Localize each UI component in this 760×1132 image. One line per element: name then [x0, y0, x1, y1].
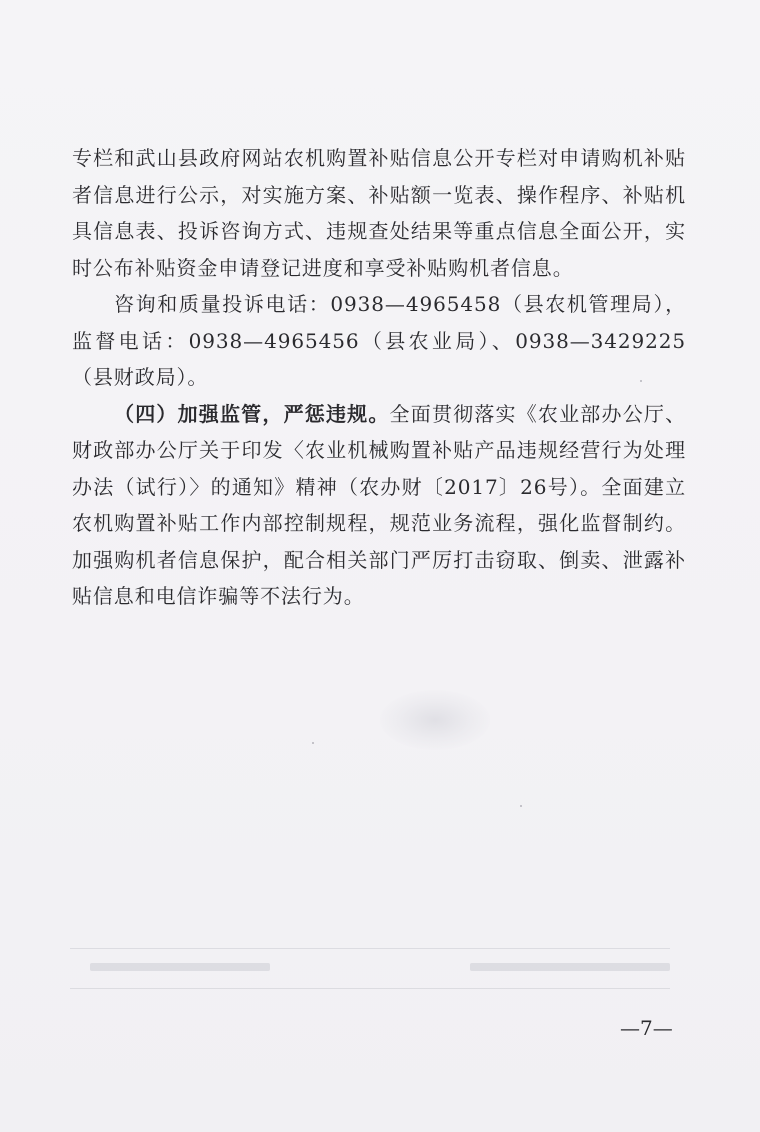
document-body	[72, 140, 686, 615]
paper-speck	[520, 805, 522, 807]
bleed-through-rule-top	[70, 948, 670, 949]
section-body-supervision: 全面贯彻落实《农业部办公厅、财政部办公厅关于印发〈农业机械购置补贴产品违规经营行为处理办法（试行）〉的通知》精神（农办财〔2017〕26号）。全面建立农机购置补贴工作内部控制规程，规范业务流程，强化监督制约。加强购机者信息保护，配合相关部门严厉打击窃取、倒卖、泄露补贴信息和电信诈骗等不法行为。	[72, 401, 686, 608]
paragraph-contact-phones: 咨询和质量投诉电话：0938—4965458（县农机管理局），监督电话：0938—4965456（县农业局）、0938—3429225（县财政局）。	[72, 292, 686, 389]
bleed-through-mark-left	[470, 963, 670, 971]
paper-speck	[312, 742, 314, 744]
paragraph-subsidy-disclosure: 专栏和武山县政府网站农机购置补贴信息公开专栏对申请购机补贴者信息进行公示，对实施方案、补贴额一览表、操作程序、补贴机具信息表、投诉咨询方式、违规查处结果等重点信息全面公开，实时公布补贴资金申请登记进度和享受补贴购机者信息。	[72, 146, 686, 280]
page-number: —7—	[620, 1016, 673, 1040]
ink-smudge	[380, 690, 490, 750]
section-heading-supervision: （四）加强监管，严惩违规。	[114, 401, 390, 426]
paper-speck	[640, 380, 642, 382]
paragraph-supervision	[72, 396, 686, 615]
bleed-through-footer	[90, 955, 670, 979]
bleed-through-mark-right	[90, 963, 270, 971]
bleed-through-rule-bottom	[70, 988, 670, 989]
